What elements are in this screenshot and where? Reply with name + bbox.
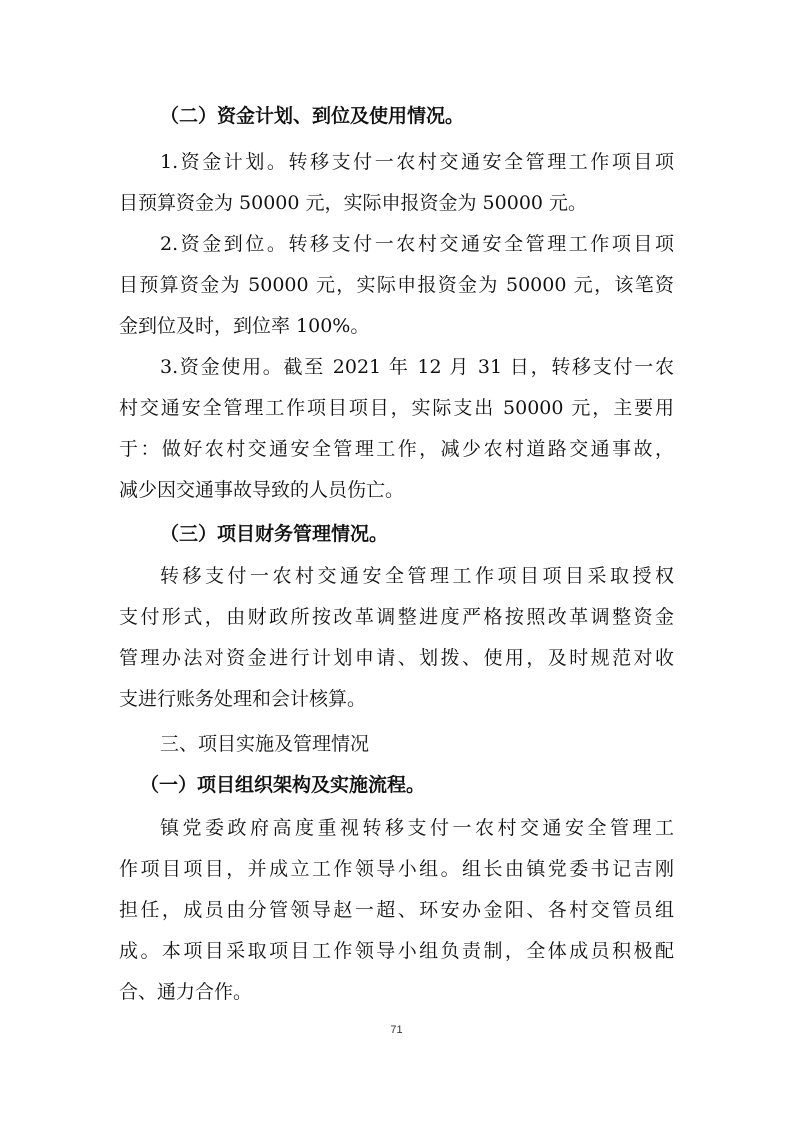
paragraph-line: 成。本项目采取项目工作领导小组负责制，全体成员积极配 bbox=[119, 940, 674, 962]
heading-finance: （三）项目财务管理情况。 bbox=[160, 523, 389, 545]
paragraph-line: 于：做好农村交通安全管理工作，减少农村道路交通事故， bbox=[119, 438, 674, 460]
paragraph-line: 村交通安全管理工作项目项目，实际支出 50000 元，主要用 bbox=[119, 397, 674, 419]
paragraph-line: 目预算资金为 50000 元，实际申报资金为 50000 元。 bbox=[119, 192, 588, 214]
paragraph-line: 镇党委政府高度重视转移支付一农村交通安全管理工 bbox=[160, 817, 674, 839]
paragraph-line: 支付形式，由财政所按改革调整进度严格按照改革调整资金 bbox=[119, 606, 674, 628]
heading-funding: （二）资金计划、到位及使用情况。 bbox=[160, 105, 465, 127]
paragraph-line: 支进行账务处理和会计核算。 bbox=[119, 688, 367, 710]
paragraph-line: 减少因交通事故导致的人员伤亡。 bbox=[119, 479, 405, 501]
paragraph-line: 担任，成员由分管领导赵一超、环安办金阳、各村交管员组 bbox=[119, 899, 674, 921]
paragraph-line: 合、通力合作。 bbox=[119, 981, 253, 1003]
paragraph-line: 目预算资金为 50000 元，实际申报资金为 50000 元，该笔资 bbox=[119, 274, 674, 296]
paragraph-line: 转移支付一农村交通安全管理工作项目项目采取授权 bbox=[160, 565, 674, 587]
paragraph-line: 管理办法对资金进行计划申请、划拨、使用，及时规范对收 bbox=[119, 647, 674, 669]
paragraph-line: 1.资金计划。转移支付一农村交通安全管理工作项目项 bbox=[160, 151, 674, 173]
paragraph-line: 3.资金使用。截至 2021 年 12 月 31 日，转移支付一农 bbox=[160, 356, 674, 378]
heading-org: （一）项目组织架构及实施流程。 bbox=[140, 774, 426, 796]
paragraph-line: 作项目项目，并成立工作领导小组。组长由镇党委书记吉刚 bbox=[119, 858, 674, 880]
page-number: 71 bbox=[390, 1024, 403, 1036]
section-heading: 三、项目实施及管理情况 bbox=[160, 733, 370, 755]
paragraph-line: 金到位及时，到位率 100%。 bbox=[119, 315, 370, 337]
paragraph-line: 2.资金到位。转移支付一农村交通安全管理工作项目项 bbox=[160, 233, 674, 255]
